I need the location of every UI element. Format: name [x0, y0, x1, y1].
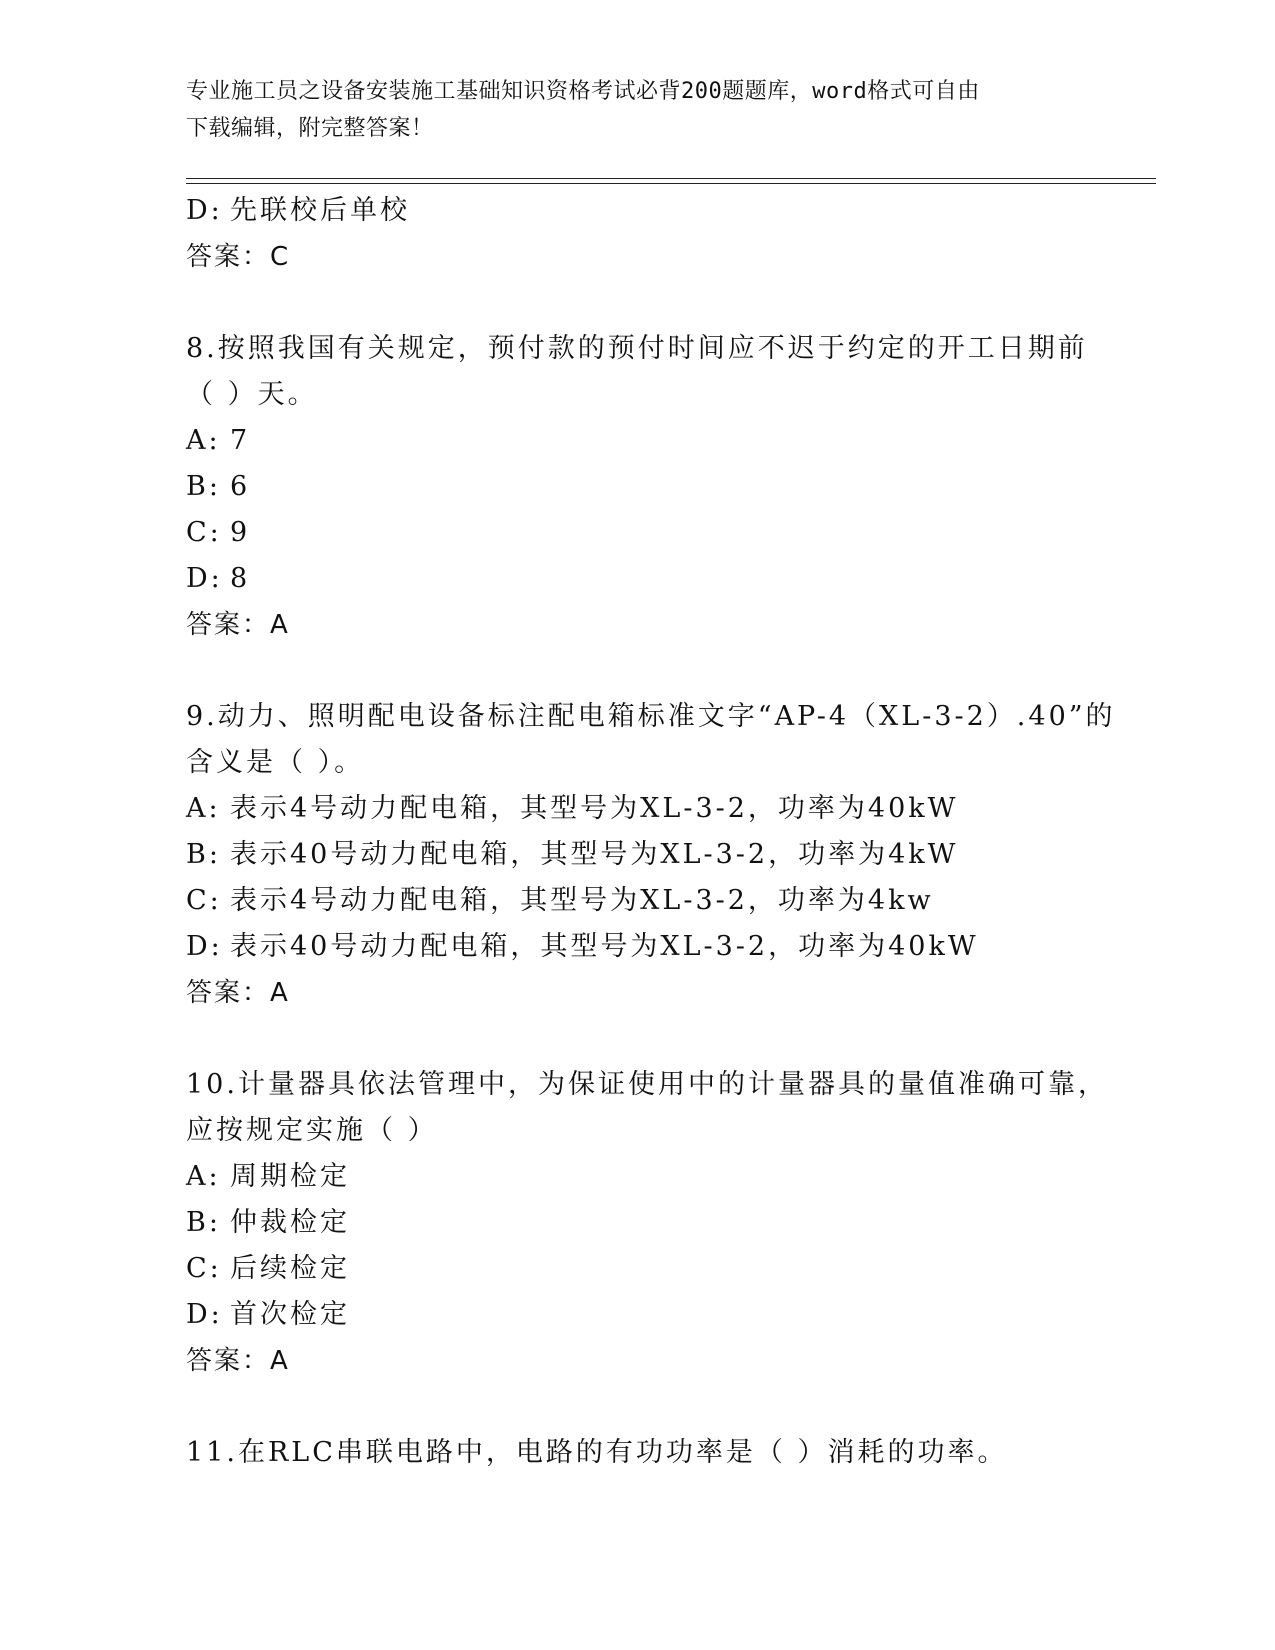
option-text: 首次检定 — [230, 1299, 350, 1330]
question-spacer — [186, 1384, 1086, 1430]
header-title-line-1: 专业施工员之设备安装施工基础知识资格考试必背200题题库，word格式可自由 — [186, 79, 980, 104]
option-letter: D: — [186, 1299, 223, 1330]
question-spacer — [186, 1016, 1086, 1062]
question-stem-line-2: 含义是（ ）。 — [186, 747, 365, 778]
question-list — [186, 188, 1116, 1476]
header-title-line-2: 下载编辑，附完整答案！ — [186, 116, 434, 141]
option-text: 6 — [230, 471, 251, 502]
option-c — [186, 1246, 1086, 1292]
option-c — [186, 878, 1086, 924]
option-d — [186, 556, 1086, 602]
option-letter: B: — [186, 1207, 221, 1238]
header-divider-bottom — [186, 183, 1156, 184]
option-d — [186, 188, 1086, 234]
option-text: 仲裁检定 — [230, 1207, 350, 1238]
question-stem-line-1: 11.在RLC串联电路中，电路的有功功率是（ ）消耗的功率。 — [186, 1437, 1008, 1468]
option-letter: D: — [186, 931, 223, 962]
option-c — [186, 510, 1086, 556]
option-text: 9 — [230, 517, 251, 548]
question-stem-line-2: 应按规定实施（ ） — [186, 1115, 438, 1146]
document-header — [186, 73, 1086, 147]
answer-line: 答案：A — [186, 1346, 290, 1376]
option-d — [186, 1292, 1086, 1338]
option-letter: D: — [186, 563, 223, 594]
option-b — [186, 464, 1086, 510]
header-divider-top — [186, 178, 1156, 179]
answer-line: 答案：A — [186, 610, 290, 640]
answer-line: 答案：A — [186, 978, 290, 1008]
option-a — [186, 418, 1086, 464]
option-text: 表示4号动力配电箱，其型号为XL-3-2，功率为4kw — [230, 885, 934, 916]
option-b — [186, 832, 1086, 878]
question-spacer — [186, 280, 1086, 326]
option-text: 先联校后单校 — [230, 195, 410, 226]
option-b — [186, 1200, 1086, 1246]
option-letter: B: — [186, 839, 221, 870]
question-spacer — [186, 648, 1086, 694]
option-text: 7 — [230, 425, 251, 456]
option-letter: B: — [186, 471, 221, 502]
option-d — [186, 924, 1086, 970]
option-text: 8 — [230, 563, 251, 594]
question-stem-line-1: 9.动力、照明配电设备标注配电箱标准文字“AP-4（XL-3-2）.40”的 — [186, 701, 1116, 732]
option-letter: C: — [186, 885, 222, 916]
option-letter: A: — [186, 425, 221, 456]
option-letter: A: — [186, 793, 221, 824]
answer-line: 答案：C — [186, 242, 291, 272]
option-text: 表示4号动力配电箱，其型号为XL-3-2，功率为40kW — [230, 793, 959, 824]
option-letter: C: — [186, 517, 222, 548]
option-letter: A: — [186, 1161, 221, 1192]
question-stem-line-2: （ ）天。 — [186, 379, 318, 410]
question-stem-line-1: 8.按照我国有关规定，预付款的预付时间应不迟于约定的开工日期前 — [186, 333, 1088, 364]
question-stem-line-1: 10.计量器具依法管理中，为保证使用中的计量器具的量值准确可靠， — [186, 1069, 1108, 1100]
option-letter: C: — [186, 1253, 222, 1284]
option-text: 表示40号动力配电箱，其型号为XL-3-2，功率为4kW — [230, 839, 959, 870]
option-text: 周期检定 — [230, 1161, 350, 1192]
option-a — [186, 786, 1086, 832]
option-letter: D: — [186, 195, 223, 226]
option-a — [186, 1154, 1086, 1200]
option-text: 表示40号动力配电箱，其型号为XL-3-2，功率为40kW — [230, 931, 979, 962]
option-text: 后续检定 — [230, 1253, 350, 1284]
